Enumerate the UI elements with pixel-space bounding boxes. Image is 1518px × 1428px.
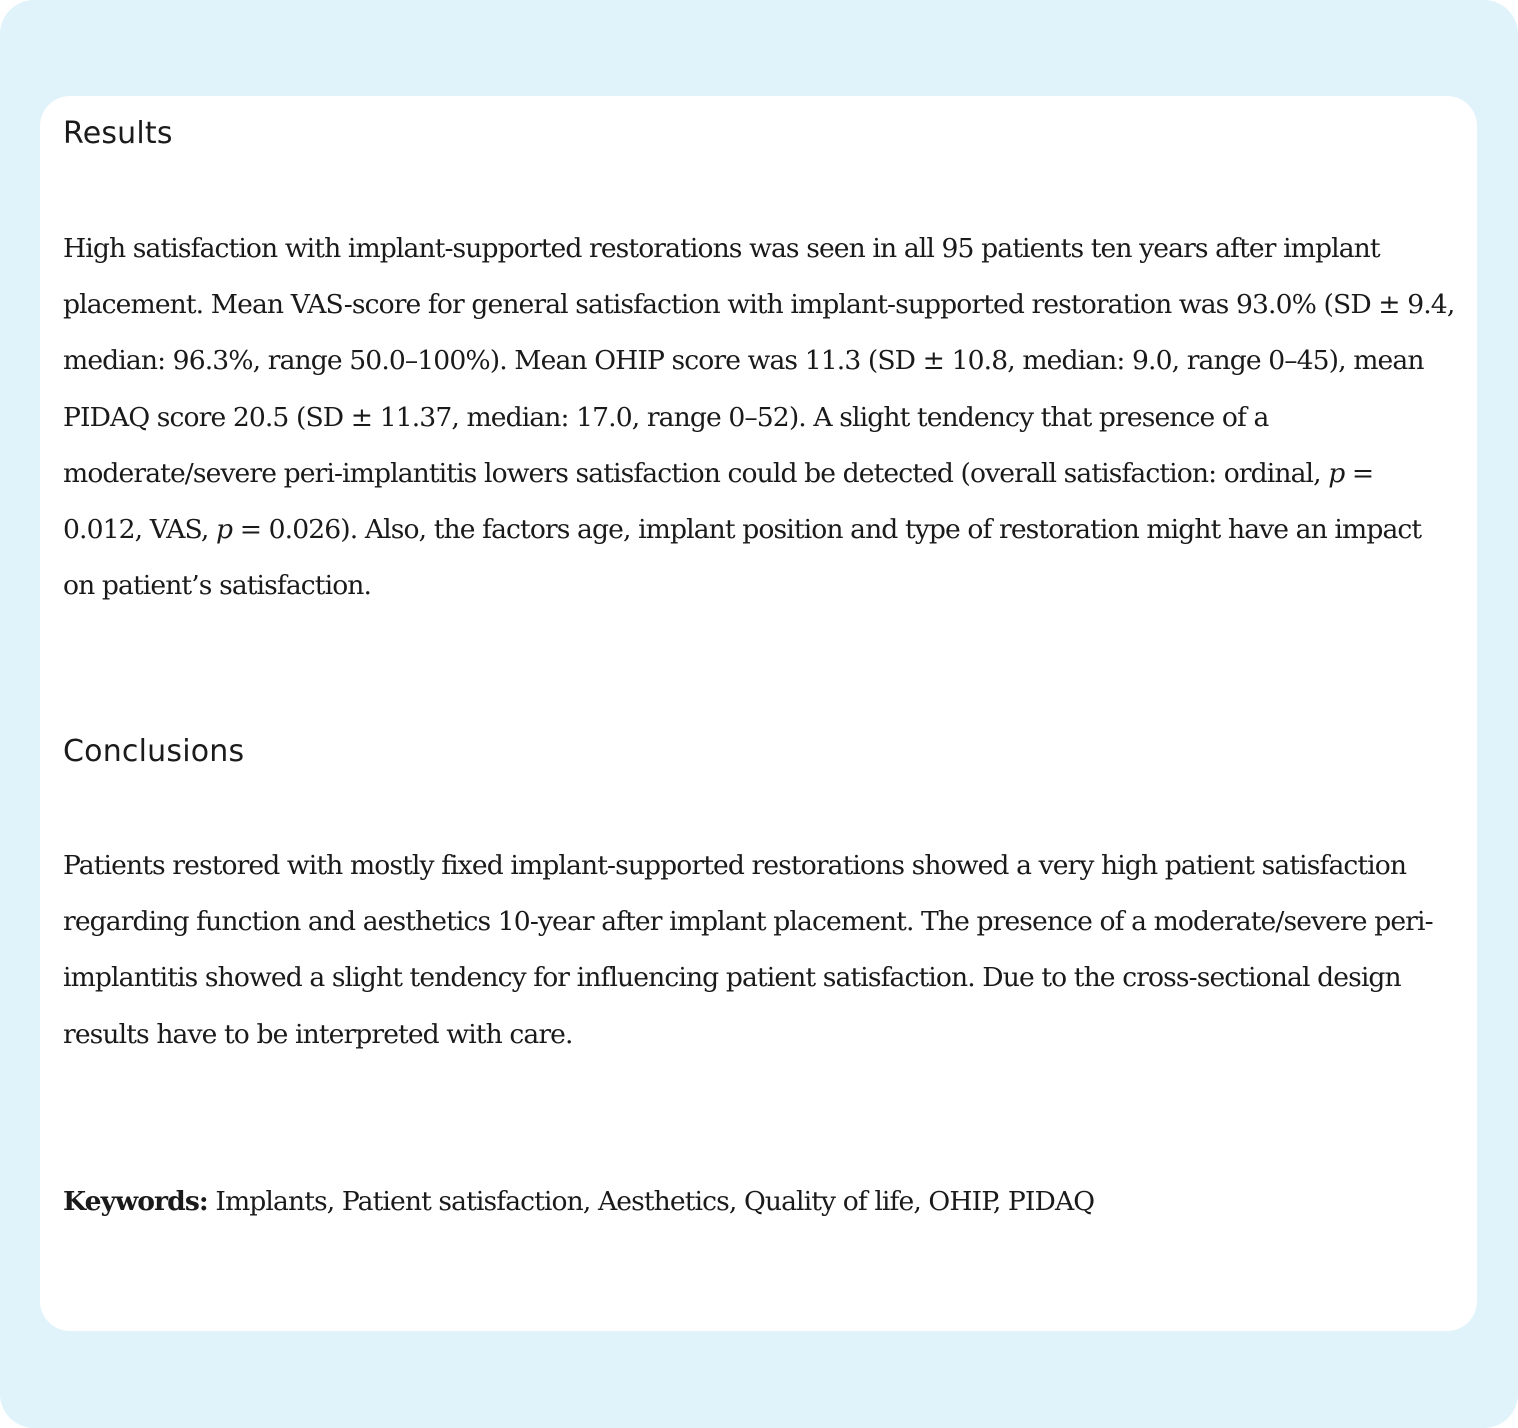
results-paragraph (63, 221, 1458, 614)
results-text-part-2: = 0.012, VAS, (63, 457, 1374, 546)
conclusions-paragraph: Patients restored with mostly fixed implant-supported restorations showed a very high patient satisfaction regarding function and aesthetics 10-year after implant placement. The presence of a moderate/severe peri-implantitis showed a slight tendency for influencing patient satisfaction. Due to the cross-sectional design results have to be interpreted with care. (63, 850, 1433, 1050)
abstract-card (40, 96, 1477, 1331)
conclusions-heading: Conclusions (63, 734, 245, 769)
results-heading: Results (63, 116, 173, 151)
results-text-part-3: = 0.026). Also, the factors age, implant position and type of restoration might have an impact on patient’s satisfaction. (63, 514, 1422, 602)
p-value-symbol-2: p (216, 514, 233, 546)
p-value-symbol-1: p (1328, 457, 1345, 489)
results-text-part-1: High satisfaction with implant-supported restorations was seen in all 95 patients ten years after implant placement. Mean VAS-score for general satisfaction with implant-supported restoration was 93.0% (SD ± 9.4, median: 96.3%, range 50.0–100%). Mean OHIP score was 11.3 (SD ± 10.8, median: 9.0, range 0–45), mean PIDAQ score 20.5 (SD ± 11.37, median: 17.0, range 0–52). A slight tendency that presence of a moderate/severe peri-implantitis lowers satisfaction could be detected (overall satisfaction: ordinal, (63, 233, 1455, 489)
keywords-list: Implants, Patient satisfaction, Aesthetics, Quality of life, OHIP, PIDAQ (207, 1186, 1095, 1217)
keywords-label: Keywords: (63, 1186, 208, 1217)
keywords-line (63, 1174, 1458, 1230)
